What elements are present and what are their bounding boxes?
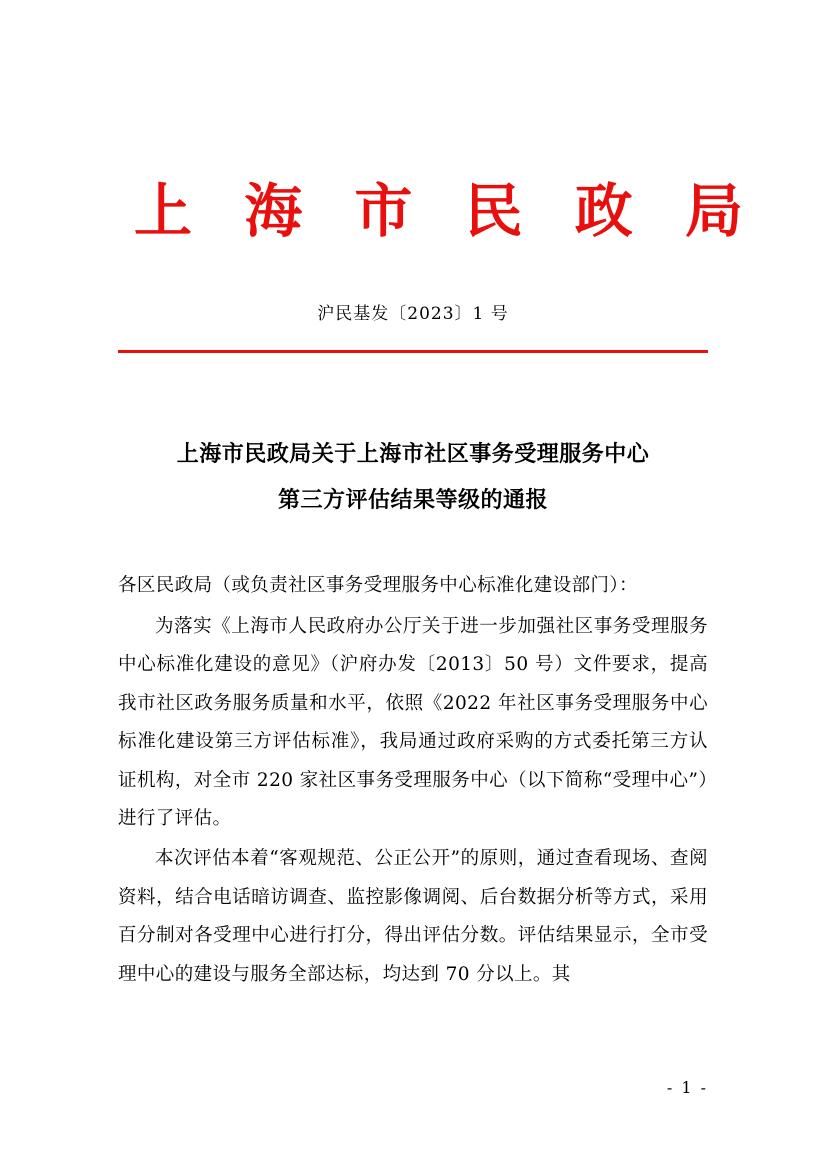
page-number: - 1 - [666,1078,708,1097]
document-title [118,431,708,523]
salutation: 各区民政局（或负责社区事务受理服务中心标准化建设部门）： [118,575,638,597]
red-divider-rule [118,350,708,353]
title-line-1: 上海市民政局关于上海市社区事务受理服务中心 [176,440,650,467]
body-paragraph-2: 本次评估本着“客观规范、公正公开”的原则，通过查看现场、查阅资料，结合电话暗访调查、监控影像调阅、后台数据分析等方式，采用百分制对各受理中心进行打分，得出评估分数。评估结果显示，全市受理中心的建设与服务全部达标，均达到 70 分以上。其 [118,848,708,985]
title-line-2: 第三方评估结果等级的通报 [277,486,548,513]
letterhead-organization: 上 海 市 民 政 局 [134,177,759,245]
body-paragraph-1: 为落实《上海市人民政府办公厅关于进一步加强社区事务受理服务中心标准化建设的意见》（沪府办发〔2013〕50 号）文件要求，提高我市社区政务服务质量和水平，依照《2022 年社区事务受理服务中心标准化建设第三方评估标准》，我局通过政府采购的方式委托第三方认证机构，对全市 220 家社区事务受理服务中心（以下简称“受理中心”）进行了评估。 [118,615,708,829]
document-number: 沪民基发〔2023〕1 号 [317,303,509,324]
document-body [118,567,708,994]
